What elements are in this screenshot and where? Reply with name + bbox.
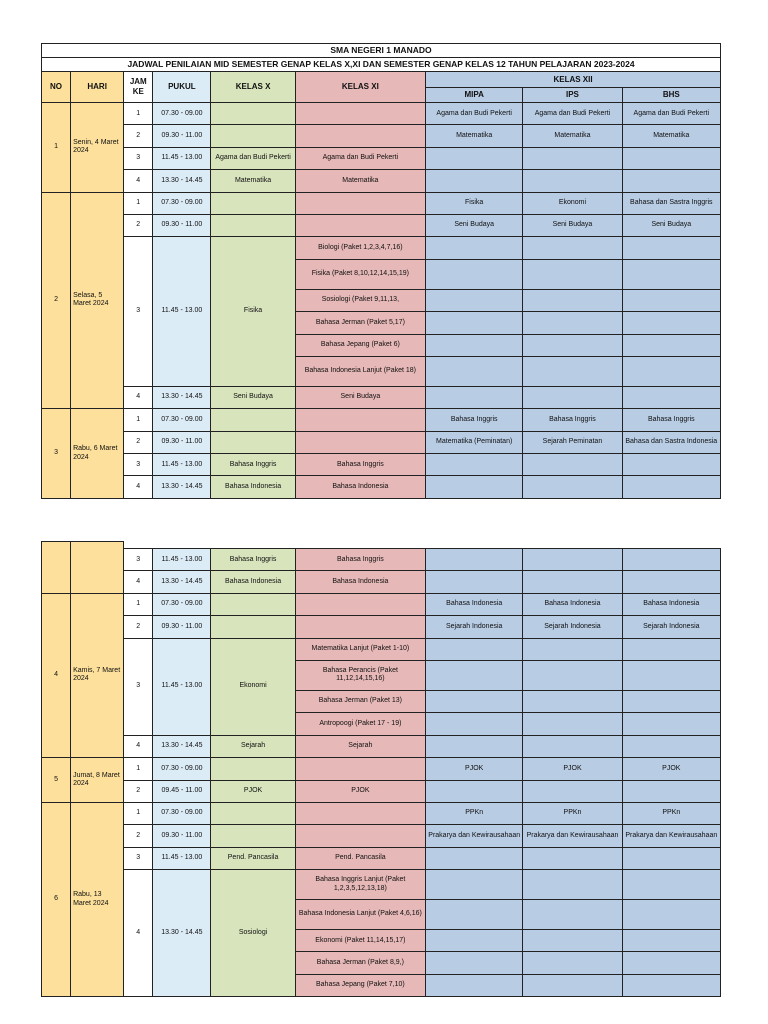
kelas-xii-bhs — [622, 476, 720, 498]
header-pukul: PUKUL — [153, 72, 211, 103]
kelas-xi-subject — [295, 758, 425, 780]
kelas-xii-mipa — [426, 780, 523, 802]
table-row — [42, 147, 721, 169]
header-hari: HARI — [71, 72, 124, 103]
pukul-time: 11.45 - 13.00 — [153, 549, 211, 571]
day-name: Selasa, 5 Maret 2024 — [71, 192, 124, 409]
kelas-xii-mipa: Prakarya dan Kewirausahaan — [426, 825, 523, 847]
header-mipa: MIPA — [426, 88, 523, 103]
kelas-xii-ips: Prakarya dan Kewirausahaan — [523, 825, 622, 847]
kelas-xii-bhs-empty — [622, 952, 720, 974]
kelas-xii-mipa-empty — [426, 930, 523, 952]
kelas-xi-subject: Bahasa Indonesia — [295, 571, 425, 593]
table-row — [42, 454, 721, 476]
kelas-xii-ips-empty — [523, 660, 622, 690]
kelas-xii-mipa: Seni Budaya — [426, 214, 523, 236]
kelas-x-subject — [211, 593, 295, 615]
kelas-xii-ips — [523, 571, 622, 593]
kelas-xii-bhs-empty — [622, 660, 720, 690]
kelas-xii-mipa-empty — [426, 334, 523, 356]
table-row — [42, 476, 721, 498]
schedule-page-1 — [41, 43, 721, 490]
table-row — [42, 571, 721, 593]
table-row — [42, 549, 721, 571]
kelas-xii-mipa: Bahasa Inggris — [426, 409, 523, 431]
pukul-time: 13.30 - 14.45 — [153, 735, 211, 757]
kelas-xii-mipa — [426, 170, 523, 192]
kelas-x-subject: Fisika — [211, 237, 295, 387]
kelas-xii-ips-empty — [523, 952, 622, 974]
kelas-xii-ips-empty — [523, 900, 622, 930]
kelas-xi-subject — [295, 431, 425, 453]
kelas-xi-subject: Bahasa Jerman (Paket 13) — [295, 690, 425, 712]
kelas-xii-ips-empty — [523, 974, 622, 996]
kelas-xii-ips — [523, 476, 622, 498]
pukul-time: 07.30 - 09.00 — [153, 409, 211, 431]
kelas-xii-mipa — [426, 454, 523, 476]
kelas-xi-subject: Bahasa Jepang (Paket 6) — [295, 334, 425, 356]
schedule-title: JADWAL PENILAIAN MID SEMESTER GENAP KELAS X,XI DAN SEMESTER GENAP KELAS 12 TAHUN PELAJARAN 2023-2024 — [42, 58, 721, 72]
kelas-xii-mipa: Sejarah Indonesia — [426, 616, 523, 638]
kelas-xi-subject: Matematika — [295, 170, 425, 192]
kelas-x-subject: Bahasa Indonesia — [211, 476, 295, 498]
pukul-time: 09.30 - 11.00 — [153, 125, 211, 147]
kelas-x-subject: Agama dan Budi Pekerti — [211, 147, 295, 169]
jam-ke: 1 — [124, 593, 153, 615]
kelas-xii-bhs — [622, 170, 720, 192]
kelas-x-subject — [211, 103, 295, 125]
kelas-xii-bhs: Bahasa dan Sastra Inggris — [622, 192, 720, 214]
kelas-xii-mipa — [426, 386, 523, 408]
kelas-xii-ips: PJOK — [523, 758, 622, 780]
kelas-xi-subject — [295, 616, 425, 638]
table-row — [42, 409, 721, 431]
kelas-x-subject: Sosiologi — [211, 870, 295, 997]
jam-ke: 3 — [124, 147, 153, 169]
kelas-xii-bhs-empty — [622, 690, 720, 712]
kelas-xii-mipa — [426, 638, 523, 660]
kelas-xii-bhs — [622, 454, 720, 476]
day-name: Senin, 4 Maret 2024 — [71, 103, 124, 193]
pukul-time: 07.30 - 09.00 — [153, 192, 211, 214]
kelas-xii-ips-empty — [523, 334, 622, 356]
table-row — [42, 170, 721, 192]
kelas-xii-ips-empty — [523, 312, 622, 334]
jam-ke: 2 — [124, 214, 153, 236]
kelas-x-subject — [211, 409, 295, 431]
kelas-xii-ips — [523, 237, 622, 259]
day-name: Rabu, 6 Maret 2024 — [71, 409, 124, 499]
header-bhs: BHS — [622, 88, 720, 103]
kelas-xii-ips — [523, 847, 622, 869]
kelas-x-subject: Ekonomi — [211, 638, 295, 735]
kelas-xii-mipa-empty — [426, 259, 523, 289]
kelas-xii-mipa: Matematika (Peminatan) — [426, 431, 523, 453]
jam-ke: 3 — [124, 638, 153, 735]
kelas-xii-bhs-empty — [622, 713, 720, 735]
kelas-xi-subject: Fisika (Paket 8,10,12,14,15,19) — [295, 259, 425, 289]
continuation-strip — [124, 542, 721, 549]
kelas-x-subject — [211, 825, 295, 847]
kelas-xii-mipa: Matematika — [426, 125, 523, 147]
kelas-x-subject: Pend. Pancasila — [211, 847, 295, 869]
kelas-xii-bhs: Bahasa Inggris — [622, 409, 720, 431]
kelas-xii-bhs: Agama dan Budi Pekerti — [622, 103, 720, 125]
jam-ke: 1 — [124, 192, 153, 214]
kelas-xi-subject — [295, 103, 425, 125]
jam-ke: 4 — [124, 571, 153, 593]
table-row — [42, 237, 721, 259]
jam-ke: 3 — [124, 549, 153, 571]
pukul-time: 11.45 - 13.00 — [153, 638, 211, 735]
jam-ke: 4 — [124, 476, 153, 498]
header-jam: JAM KE — [124, 72, 153, 103]
kelas-xii-bhs-empty — [622, 900, 720, 930]
jam-ke: 4 — [124, 170, 153, 192]
day-number: 2 — [42, 192, 71, 409]
table-row — [42, 638, 721, 660]
kelas-xii-ips: PPKn — [523, 802, 622, 824]
kelas-xii-mipa-empty — [426, 952, 523, 974]
kelas-x-subject — [211, 802, 295, 824]
pukul-time: 09.45 - 11.00 — [153, 780, 211, 802]
kelas-xii-mipa — [426, 847, 523, 869]
day-number: 5 — [42, 758, 71, 803]
kelas-xi-subject — [295, 825, 425, 847]
kelas-xii-mipa — [426, 147, 523, 169]
table-row — [42, 214, 721, 236]
kelas-xi-subject — [295, 409, 425, 431]
jam-ke: 1 — [124, 758, 153, 780]
kelas-xii-ips-empty — [523, 713, 622, 735]
kelas-xii-mipa — [426, 237, 523, 259]
kelas-xii-ips — [523, 780, 622, 802]
schedule-table-2 — [41, 541, 721, 997]
kelas-xii-bhs — [622, 870, 720, 900]
kelas-xii-ips: Bahasa Indonesia — [523, 593, 622, 615]
kelas-xi-subject: Antropoogi (Paket 17 - 19) — [295, 713, 425, 735]
kelas-xii-mipa: PPKn — [426, 802, 523, 824]
kelas-xi-subject: Bahasa Indonesia Lanjut (Paket 18) — [295, 356, 425, 386]
kelas-xi-subject: Bahasa Inggris — [295, 454, 425, 476]
kelas-xi-subject — [295, 593, 425, 615]
jam-ke: 1 — [124, 409, 153, 431]
jam-ke: 3 — [124, 454, 153, 476]
kelas-xii-mipa — [426, 549, 523, 571]
kelas-x-subject: PJOK — [211, 780, 295, 802]
jam-ke: 2 — [124, 616, 153, 638]
kelas-x-subject: Matematika — [211, 170, 295, 192]
kelas-xii-mipa — [426, 735, 523, 757]
kelas-xii-mipa-empty — [426, 660, 523, 690]
kelas-xii-bhs — [622, 638, 720, 660]
kelas-xi-subject: Sosiologi (Paket 9,11,13, — [295, 289, 425, 311]
pukul-time: 09.30 - 11.00 — [153, 616, 211, 638]
pukul-time: 09.30 - 11.00 — [153, 214, 211, 236]
kelas-xi-subject: Ekonomi (Paket 11,14,15,17) — [295, 930, 425, 952]
pukul-time: 11.45 - 13.00 — [153, 847, 211, 869]
pukul-time: 13.30 - 14.45 — [153, 870, 211, 997]
kelas-xii-bhs-empty — [622, 930, 720, 952]
kelas-xii-mipa: Fisika — [426, 192, 523, 214]
pukul-time: 13.30 - 14.45 — [153, 170, 211, 192]
kelas-xii-bhs — [622, 847, 720, 869]
kelas-xii-bhs: PJOK — [622, 758, 720, 780]
kelas-x-subject: Bahasa Indonesia — [211, 571, 295, 593]
pukul-time: 07.30 - 09.00 — [153, 758, 211, 780]
kelas-xii-ips — [523, 454, 622, 476]
kelas-x-subject: Sejarah — [211, 735, 295, 757]
kelas-xii-mipa: Bahasa Indonesia — [426, 593, 523, 615]
kelas-xi-subject: PJOK — [295, 780, 425, 802]
kelas-xi-subject — [295, 214, 425, 236]
kelas-xii-ips — [523, 147, 622, 169]
table-row — [42, 431, 721, 453]
kelas-xi-subject: Matematika Lanjut (Paket 1-10) — [295, 638, 425, 660]
kelas-xi-subject: Sejarah — [295, 735, 425, 757]
kelas-xii-ips-empty — [523, 690, 622, 712]
kelas-xii-bhs-empty — [622, 334, 720, 356]
kelas-xi-subject: Bahasa Indonesia — [295, 476, 425, 498]
jam-ke: 4 — [124, 386, 153, 408]
table-row — [42, 125, 721, 147]
kelas-xi-subject: Agama dan Budi Pekerti — [295, 147, 425, 169]
kelas-xii-mipa: PJOK — [426, 758, 523, 780]
kelas-xii-mipa-empty — [426, 289, 523, 311]
kelas-xii-bhs: PPKn — [622, 802, 720, 824]
table-row — [42, 780, 721, 802]
kelas-xi-subject: Bahasa Jepang (Paket 7,10) — [295, 974, 425, 996]
header-kelas-xi: KELAS XI — [295, 72, 425, 103]
header-kelas-xii: KELAS XII — [426, 72, 721, 88]
pukul-time: 13.30 - 14.45 — [153, 476, 211, 498]
jam-ke: 2 — [124, 125, 153, 147]
table-row — [42, 847, 721, 869]
kelas-xii-bhs: Matematika — [622, 125, 720, 147]
kelas-xii-bhs — [622, 571, 720, 593]
kelas-x-subject — [211, 125, 295, 147]
kelas-xii-bhs-empty — [622, 312, 720, 334]
jam-ke: 3 — [124, 237, 153, 387]
schedule-page-2 — [41, 548, 721, 989]
jam-ke: 2 — [124, 431, 153, 453]
day-name: Kamis, 7 Maret 2024 — [71, 593, 124, 757]
kelas-xii-ips — [523, 870, 622, 900]
kelas-xii-mipa-empty — [426, 356, 523, 386]
jam-ke: 2 — [124, 780, 153, 802]
kelas-xii-mipa — [426, 571, 523, 593]
day-number: 4 — [42, 593, 71, 757]
kelas-xi-subject: Seni Budaya — [295, 386, 425, 408]
pukul-time: 11.45 - 13.00 — [153, 237, 211, 387]
kelas-xi-subject: Bahasa Perancis (Paket 11,12,14,15,16) — [295, 660, 425, 690]
kelas-xi-subject: Pend. Pancasila — [295, 847, 425, 869]
kelas-xii-mipa: Agama dan Budi Pekerti — [426, 103, 523, 125]
kelas-xii-bhs — [622, 386, 720, 408]
pukul-time: 07.30 - 09.00 — [153, 593, 211, 615]
kelas-xi-subject — [295, 802, 425, 824]
header-kelas-x: KELAS X — [211, 72, 295, 103]
kelas-xii-mipa — [426, 476, 523, 498]
kelas-x-subject: Bahasa Inggris — [211, 454, 295, 476]
jam-ke: 4 — [124, 870, 153, 997]
kelas-x-subject: Seni Budaya — [211, 386, 295, 408]
kelas-x-subject: Bahasa Inggris — [211, 549, 295, 571]
kelas-xii-mipa-empty — [426, 974, 523, 996]
kelas-xii-bhs: Sejarah Indonesia — [622, 616, 720, 638]
kelas-xii-ips: Matematika — [523, 125, 622, 147]
kelas-xii-ips: Sejarah Indonesia — [523, 616, 622, 638]
pukul-time: 07.30 - 09.00 — [153, 103, 211, 125]
kelas-x-subject — [211, 758, 295, 780]
kelas-xii-bhs: Bahasa dan Sastra Indonesia — [622, 431, 720, 453]
school-name: SMA NEGERI 1 MANADO — [42, 44, 721, 58]
kelas-xi-subject: Bahasa Jerman (Paket 5,17) — [295, 312, 425, 334]
kelas-xii-bhs: Bahasa Indonesia — [622, 593, 720, 615]
day-number: 1 — [42, 103, 71, 193]
pukul-time: 11.45 - 13.00 — [153, 454, 211, 476]
kelas-x-subject — [211, 192, 295, 214]
kelas-xii-mipa-empty — [426, 690, 523, 712]
pukul-time: 13.30 - 14.45 — [153, 386, 211, 408]
pukul-time: 09.30 - 11.00 — [153, 431, 211, 453]
kelas-xi-subject: Biologi (Paket 1,2,3,4,7,16) — [295, 237, 425, 259]
table-row — [42, 616, 721, 638]
jam-ke: 4 — [124, 735, 153, 757]
kelas-xi-subject: Bahasa Inggris Lanjut (Paket 1,2,3,5,12,13,18) — [295, 870, 425, 900]
jam-ke: 1 — [124, 802, 153, 824]
day-name: Rabu, 13 Maret 2024 — [71, 802, 124, 996]
jam-ke: 3 — [124, 847, 153, 869]
header-ips: IPS — [523, 88, 622, 103]
kelas-xii-ips: Agama dan Budi Pekerti — [523, 103, 622, 125]
kelas-xi-subject: Bahasa Indonesia Lanjut (Paket 4,6,16) — [295, 900, 425, 930]
kelas-xii-ips-empty — [523, 259, 622, 289]
kelas-xi-subject — [295, 192, 425, 214]
day-name — [71, 542, 124, 594]
kelas-xii-bhs — [622, 780, 720, 802]
kelas-xii-bhs-empty — [622, 356, 720, 386]
kelas-xii-bhs: Prakarya dan Kewirausahaan — [622, 825, 720, 847]
table-row — [42, 758, 721, 780]
kelas-xii-bhs — [622, 735, 720, 757]
day-name: Jumat, 8 Maret 2024 — [71, 758, 124, 803]
table-row — [42, 386, 721, 408]
pukul-time: 07.30 - 09.00 — [153, 802, 211, 824]
header-no: NO — [42, 72, 71, 103]
pukul-time: 13.30 - 14.45 — [153, 571, 211, 593]
kelas-x-subject — [211, 214, 295, 236]
kelas-xii-bhs — [622, 237, 720, 259]
kelas-xii-mipa-empty — [426, 713, 523, 735]
kelas-xii-ips: Seni Budaya — [523, 214, 622, 236]
kelas-xii-ips — [523, 735, 622, 757]
kelas-xii-mipa — [426, 870, 523, 900]
jam-ke: 1 — [124, 103, 153, 125]
kelas-xii-bhs-empty — [622, 259, 720, 289]
kelas-xii-bhs: Seni Budaya — [622, 214, 720, 236]
kelas-xii-ips: Sejarah Peminatan — [523, 431, 622, 453]
table-row — [42, 593, 721, 615]
kelas-xii-mipa-empty — [426, 900, 523, 930]
kelas-xii-ips: Bahasa Inggris — [523, 409, 622, 431]
table-row — [42, 802, 721, 824]
kelas-xii-bhs-empty — [622, 289, 720, 311]
kelas-xii-ips-empty — [523, 356, 622, 386]
pukul-time: 09.30 - 11.00 — [153, 825, 211, 847]
schedule-table-1 — [41, 43, 721, 499]
day-number — [42, 542, 71, 594]
kelas-xi-subject — [295, 125, 425, 147]
kelas-x-subject — [211, 616, 295, 638]
kelas-xi-subject: Bahasa Inggris — [295, 549, 425, 571]
kelas-xii-bhs — [622, 549, 720, 571]
kelas-xii-ips — [523, 549, 622, 571]
kelas-xii-bhs-empty — [622, 974, 720, 996]
kelas-xii-bhs — [622, 147, 720, 169]
day-number: 3 — [42, 409, 71, 499]
kelas-xii-ips-empty — [523, 289, 622, 311]
kelas-xii-ips — [523, 638, 622, 660]
table-row — [42, 825, 721, 847]
kelas-xii-ips — [523, 170, 622, 192]
kelas-xii-ips-empty — [523, 930, 622, 952]
kelas-xii-ips: Ekonomi — [523, 192, 622, 214]
table-row — [42, 735, 721, 757]
kelas-xi-subject: Bahasa Jerman (Paket 8,9,) — [295, 952, 425, 974]
table-row — [42, 870, 721, 900]
kelas-x-subject — [211, 431, 295, 453]
day-number: 6 — [42, 802, 71, 996]
pukul-time: 11.45 - 13.00 — [153, 147, 211, 169]
jam-ke: 2 — [124, 825, 153, 847]
table-row — [42, 192, 721, 214]
kelas-xii-ips — [523, 386, 622, 408]
table-row — [42, 103, 721, 125]
kelas-xii-mipa-empty — [426, 312, 523, 334]
